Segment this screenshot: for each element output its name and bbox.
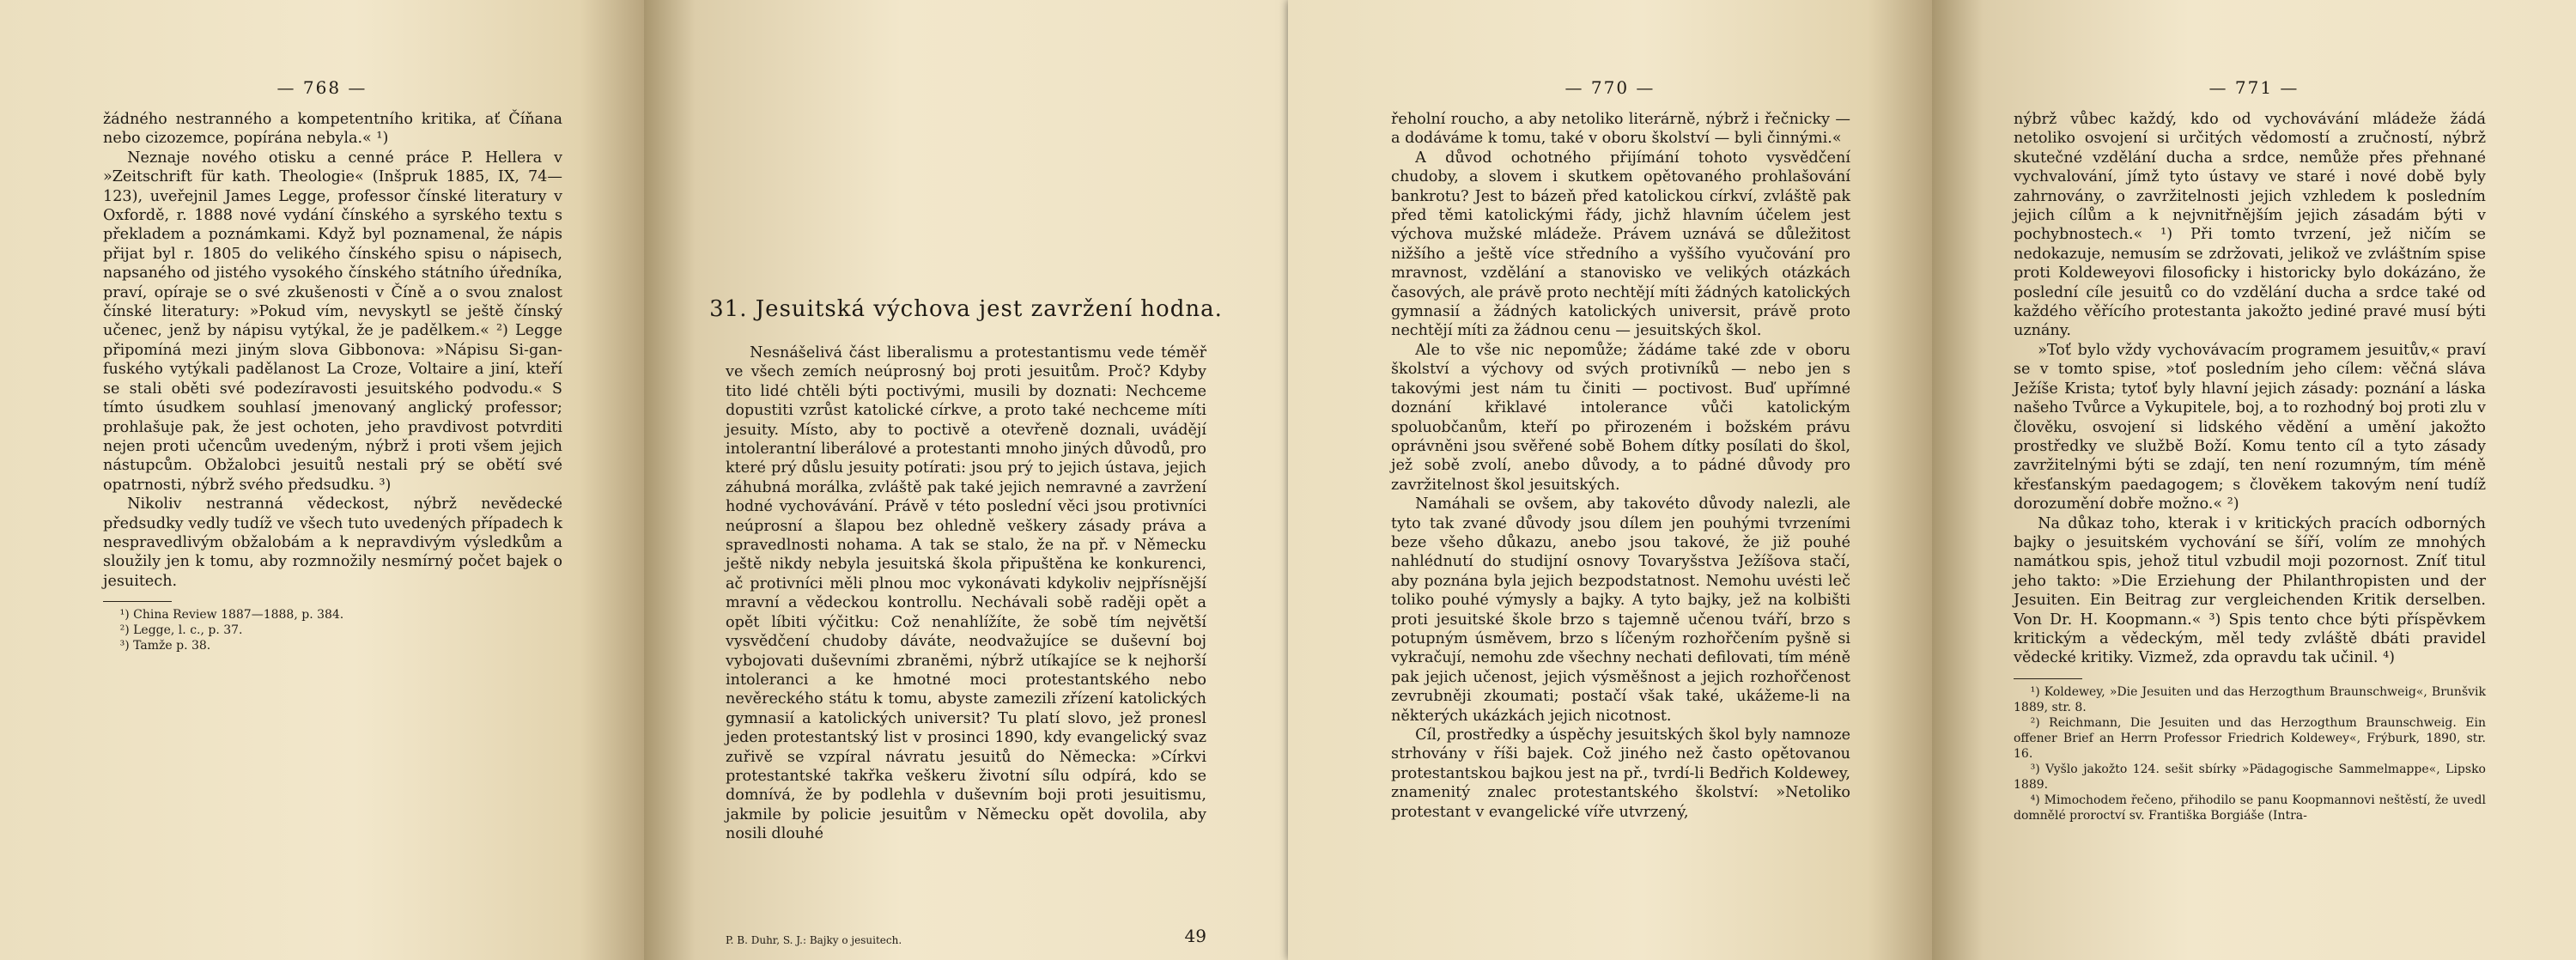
text-block — [726, 343, 1206, 844]
footnote: ²) Legge, l. c., p. 37. — [119, 623, 243, 638]
paragraph: Neznaje nového otisku a cenné práce P. Hellera v »Zeitschrift für kath. Theologie« (Inšpruk 1885, IX, 74—123), uveřejnil James Legge, professor čínské literatury v Oxfordě, r. 1888 nové vydání čínského a syrského textu s překladem a poznámkami. Když byl poznamenal, že nápis přijat byl r. 1805 do velikého čínského spisu o nápisech, napsaného od jistého vysokého čínského státního úředníka, praví, opíraje se o své zkušenosti v Číně a o svou znalost čínské literatury: »Pokud vím, nevyskytl se ještě čínský učenec, jenž by nápisu vytýkal, že je padělkem.« ²) Legge připomíná mezi jiným slova Gibbonova: »Nápisu Si-gan-fuského vytýkali padělanost La Croze, Voltaire a jiní, kteří se stali oběti své podezíravosti jesuitského podvodu.« S tímto úsudkem souhlasí jmenovaný anglický professor; prohlašuje pak, že jest ochoten, jeho pravdivost potvrditi nejen proti učencům uvedeným, nýbrž i proti všem jejich nástupcům. Obžalobci jesuitů nestali prý se obětí své opatrnosti, nýbrž svého předsudku. ³) — [103, 149, 562, 494]
footnote: ²) Reichmann, Die Jesuiten und das Herzogthum Braunschweig. Ein offener Brief an Herrn Professor Friedrich Koldewey«, Frýburk, 1890, str. 16. — [2014, 715, 2486, 761]
page-770 — [1288, 0, 1932, 960]
footnote-rule — [103, 601, 172, 602]
page-769 — [644, 0, 1288, 960]
paragraph: Cíl, prostředky a úspěchy jesuitských škol byly namnoze strhovány v říši bajek. Což jiného než často opětovanou protestantskou bajkou jest na př., tvrdí-li Bedřich Koldewey, znamenitý znalec protestantského školství: »Netoliko protestant v evangelické víře utvrzený, — [1391, 726, 1850, 821]
page-number: — 768 — — [276, 77, 368, 98]
page-number: — 771 — — [2208, 77, 2300, 98]
footnotes — [103, 607, 562, 653]
paragraph: A důvod ochotného přijímání tohoto vysvědčení chudoby, a slovem i skutkem opětovaného prohlašování bankrotu? Jest to bázeň před katolickou církví, zvláště pak před těmi katolickými řády, jichž hlavním účelem jest výchova mužské mládeže. Právem uznává se důležitost nižšího a ještě více středního a vyššího vyučování pro mravnost, vzdělání a stanovisko ve velikých otázkách časových, ale právě proto nechtějí míti žádných katolických gymnasií a žádných katolických universit, právě proto nechtějí míti za žádnou cenu — jesuitských škol. — [1391, 149, 1850, 340]
footnote: ³) Tamže p. 38. — [119, 639, 211, 653]
page-768 — [0, 0, 644, 960]
footnote: ¹) Koldewey, »Die Jesuiten und das Herzogthum Braunschweig«, Brunšvik 1889, str. 8. — [2014, 684, 2486, 714]
paragraph: »Toť bylo vždy vychovávacím programem jesuitův,« praví se v tomto spise, »toť posledním jeho cílem: věčná sláva Ježíše Krista; tytoť byly hlavní jejich zásady: poznání a láska našeho Tvůrce a Vykupitele, boj, a to rozhodný boj proti zlu v člověku, osvojení si lidského vědění a umění jakožto prostředky ve službě Boží. Komu tento cíl a tyto zásady zavržitelnými býti se zdají, ten není rozumným, tím méně křesťanským paedagogem; s člověkem takovým není tudíž dorozumění dobře možno.« ²) — [2014, 341, 2486, 513]
text-block — [103, 110, 562, 653]
paragraph: Na důkaz toho, kterak i v kritických pracích odborných bajky o jesuitském vychování se šíří, volím ze mnohých namátkou spis, jehož titul vzbudil moji pozornost. Zníť titul jeho takto: »Die Erziehung der Philanthropisten und der Jesuiten. Ein Beitrag zur vergleichenden Kritik derselben. Von Dr. H. Koopmann.« ³) Spis tento chce býti příspěvkem kritickým a vědeckým, měl tedy zvláště dbáti pravidel vědecké kritiky. Vizmež, zda opravdu tak učinil. ⁴) — [2014, 514, 2486, 667]
footnote-rule — [2014, 678, 2082, 679]
footer-author: P. B. Duhr, S. J.: Bajky o jesuitech. — [726, 934, 902, 946]
paragraph: Nikoliv nestranná vědeckost, nýbrž nevědecké předsudky vedly tudíž ve všech tuto uvedených případech k nespravedlivým obžalobám a k nepravdivým výsledkům a sloužily jen k tomu, aby rozmnožily nesmírný počet bajek o jesuitech. — [103, 495, 562, 590]
text-block — [2014, 110, 2486, 823]
page-footer — [726, 926, 1206, 946]
paragraph: žádného nestranného a kompetentního kritika, ať Číňana nebo cizozemce, popírána nebyla.« ¹) — [103, 111, 562, 148]
paragraph: Nesnášelivá část liberalismu a protestantismu vede téměř ve všech zemích neúprosný boj proti jesuitům. Proč? Kdyby tito lidé chtěli býti poctivými, musili by doznati: Nechceme dopustiti vzrůst katolické církve, a proto také nechceme míti jesuity. Místo, aby to poctivě a otevřeně doznali, uvádějí intolerantní liberálové a protestanti mnoho jiných důvodů, pro které prý důslu jesuity potírati: jsou prý to jejich ústava, jejich záhubná morálka, zvláště pak také jejich nemravné a zavržení hodné vychovávání. Právě v této poslední věci jsou protivníci neúprosní a šlapou bez ohledně veškery zásady práva a spravedlnosti nohama. A tak se stalo, že na př. v Německu ještě nikdy nebyla jesuitská škola připuštěna ke konkurenci, ač protivníci měli plnou moc vykonávati kdykoliv nejpřísnější mravní a vědeckou kontrollu. Nechávali sobě raději opět a opět líbiti výčitku: Což nenahlížíte, že sobě tím největší vysvědčení chudoby dáváte, neodvažujíce se duševní boj vybojovati duševními zbraněmi, nýbrž utíkajíce se k nejhorší intoleranci a ke hmotné moci protestantského nebo nevěreckého státu k tomu, abyste zamezili zřízení katolických gymnasií a katolických universit? Tu platí slovo, jež pronesl jeden protestantský list v prosinci 1890, kdy evangelický svaz zuřivě se vzpíral návratu jesuitů do Německa: »Církvi protestantské takřka veškeru životní sílu odpírá, kdo se domnívá, že by podlehla v duševním boji proti jesuitismu, jakmile by policie jesuitům v Německu opět dovolila, aby nosili dlouhé — [726, 344, 1206, 843]
chapter-title: 31. Jesuitská výchova jest zavržení hodna. — [709, 296, 1223, 322]
paragraph: Namáhali se ovšem, aby takovéto důvody nalezli, ale tyto tak zvané důvody jsou dílem jen pouhými tvrzeními beze všeho důkazu, anebo jsou takové, že již pouhé nahlédnutí do studijní osnovy Tovaryšstva Ježíšova stačí, aby poznána byla jejich bezpodstatnost. Nemohu uvésti leč toliko pouhé výmysly a bajky. A tyto bajky, jež na kolbišti proti jesuitské škole brzo s tajemně učenou tváří, brzo s potupným úsměvem, brzo s líčeným rozhořčením pyšně si vykračují, nemohu zde všechny nechati defilovati, tím méně pak jejich učenost, jejich výsměšnost a jejich rozhořčenost zevrubněji zkoumati; postačí však také, ukážeme-li na některých ukázkách jejich nicotnost. — [1391, 495, 1850, 725]
paragraph: řeholní roucho, a aby netoliko literárně, nýbrž i řečnicky — a dodáváme k tomu, také v oboru školství — byli činnými.« — [1391, 111, 1850, 148]
paragraph: nýbrž vůbec každý, kdo od vychovávání mládeže žádá netoliko osvojení si určitých vědomostí a zručností, nýbrž skutečné vzdělání ducha a srdce, nemůže přes přehnané vychvalování, jímž tyto ústavy ve staré i nové době byly zahrnovány, o zavržitelnosti jejich vzhledem k posledním jejich cílům a k nejvnitřnějším jejich zásadám býti v pochybnostech.« ¹) Při tomto tvrzení, jež ničím se nedokazuje, nemusím se zdržovati, jelikož ve zvláštním spise proti Koldeweyovi filosoficky i historicky bylo dokázáno, že poslední cíle jesuitů co do vzdělání ducha a srdce také od každého věřícího protestanta jakožto jediné pravé musí býti uznány. — [2014, 111, 2486, 340]
footnote: ¹) China Review 1887—1888, p. 384. — [119, 608, 344, 623]
page-771 — [1932, 0, 2576, 960]
signature-number: 49 — [1184, 926, 1206, 946]
page-number: — 770 — — [1564, 77, 1656, 98]
text-block — [1391, 110, 1850, 822]
right-spread — [1288, 0, 2576, 960]
footnotes — [2014, 684, 2486, 823]
paragraph: Ale to vše nic nepomůže; žádáme také zde v oboru školství a výchovy od svých protivníků — nebo jen s takovými jest nám tu činiti — poctivost. Buď upřímné doznání křiklavé intolerance vůči katolickým spoluobčanům, kteří po přirozeném i božském právu oprávněni jsou svěřené sobě Bohem dítky posílati do škol, jež sobě zvolí, anebo důvody, a to pádné důvody pro zavržitelnost škol jesuitských. — [1391, 341, 1850, 494]
footnote: ⁴) Mimochodem řečeno, přihodilo se panu Koopmannovi neštěstí, že uvedl domnělé proroctví sv. Františka Borgiáše (Intra- — [2014, 793, 2486, 823]
footnote: ³) Vyšlo jakožto 124. sešit sbírky »Pädagogische Sammelmappe«, Lipsko 1889. — [2014, 762, 2486, 792]
